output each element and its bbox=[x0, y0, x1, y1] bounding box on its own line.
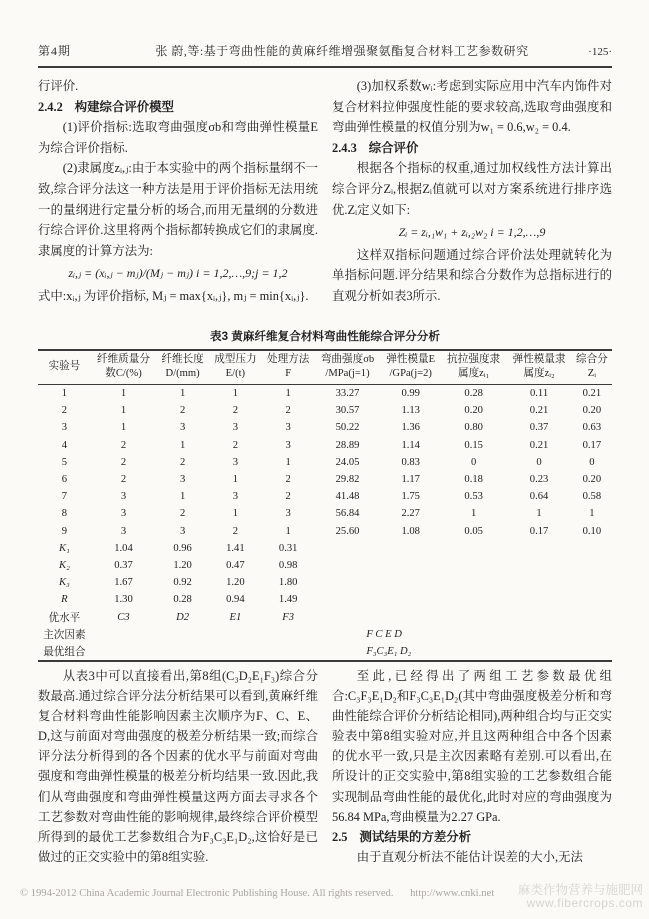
column-header: 弯曲强度σb /MPa(j=1) bbox=[315, 350, 381, 385]
table-cell: 1.20 bbox=[173, 559, 192, 571]
table-cell: 0.63 bbox=[582, 422, 602, 434]
table-cell: 1 bbox=[285, 525, 291, 537]
paragraph-table-discussion: 从表3中可以直接看出,第8组(C₃D₂E₁F₃)综合分数最高.通过综合评分法分析结果可以看到,黄麻纤维复合材料弯曲性能影响因素主次顺序为F、C、E、D,这与前面对弯曲强度的极差分析结果一致;而综合评分法分析得到的各个因素的优水平与前面对弯曲强度和弯曲弹性模量的极差分析均结果一致.因此,我们从弯曲强度和弯曲弹性模量这两方面去寻求各个工艺参数对弯曲性能的影响规律,最终综合评价模型所得到的最优工艺参数组合为F₃C₃E₁D₂,这恰好是已做过的正交实验中的第8组实验. bbox=[38, 669, 318, 864]
paragraph-weight-coefficient: (3)加权系数wᵢ:考虑到实际应用中汽车内饰件对复合材料拉伸强度性能的要求较高,选取弯曲强度和弯曲弹性模量的权值分别为w₁ = 0.6,w₂ = 0.4. bbox=[332, 79, 612, 135]
lower-left-column bbox=[38, 666, 318, 886]
table-cell bbox=[315, 608, 381, 625]
table-cell: 0.80 bbox=[464, 422, 483, 434]
table-cell: E1 bbox=[229, 611, 242, 623]
table-cell: 0.98 bbox=[278, 559, 298, 571]
table-cell: 0.10 bbox=[582, 525, 602, 537]
table-cell: 0.05 bbox=[464, 525, 483, 537]
table-cell: 3 bbox=[232, 422, 239, 434]
formula-membership: zᵢ,ⱼ = (xᵢ,ⱼ − mⱼ)/(Mⱼ − mⱼ) i = 1,2,…,9;j = 1,2 bbox=[68, 266, 288, 281]
table-cell: 28.89 bbox=[335, 439, 360, 451]
table-cell bbox=[315, 591, 381, 608]
table-cell: 3 bbox=[120, 491, 127, 503]
table-row bbox=[38, 419, 612, 436]
table-cell: 8 bbox=[61, 508, 68, 520]
table3-block bbox=[38, 328, 612, 662]
table-cell: 4 bbox=[61, 439, 68, 451]
paragraph-conclusion: 至此,已经得出了两组工艺参数最优组合:C₃F₃E₁D₂和F₃C₃E₁D₂(其中弯曲强度极差分析和弯曲性能综合评价分析结论相同),两种组合均与正交实验表中第8组实验对应,并且这两种组合中各个因素的优水平一致,只是主次因素略有差别.可以看出,在所设计的正交实验中,第8组实验的工艺参数组合能实现制品弯曲性能的最优化,此时对应的弯曲强度为56.84 MPa,弯曲模量为2.27 GPa. bbox=[332, 669, 612, 824]
table-body bbox=[38, 385, 612, 662]
stat-row bbox=[38, 608, 612, 625]
table-cell bbox=[441, 591, 506, 608]
table-cell: 0.18 bbox=[464, 474, 483, 486]
table-cell: 1.75 bbox=[401, 491, 420, 503]
table-cell bbox=[380, 540, 441, 557]
section-title: 综合评价 bbox=[368, 140, 419, 155]
column-header: 处理方法 F bbox=[262, 350, 315, 385]
table-cell: 1 bbox=[536, 508, 542, 520]
table-cell: 最优组合 bbox=[43, 646, 86, 658]
table-row bbox=[38, 454, 612, 471]
table-cell: 0 bbox=[536, 456, 542, 468]
table-cell bbox=[315, 540, 381, 557]
table-cell: F₃C₃E₁ D₂ bbox=[366, 645, 412, 657]
table-cell: 25.60 bbox=[335, 525, 360, 537]
table-cell: 1 bbox=[285, 388, 291, 400]
table-cell: R bbox=[61, 594, 68, 606]
page-number: ·125· bbox=[588, 46, 612, 58]
table-cell: 0 bbox=[589, 456, 595, 468]
table-cell: 1.04 bbox=[114, 542, 133, 554]
table-cell: 2 bbox=[232, 405, 239, 417]
table-cell: 3 bbox=[179, 525, 186, 537]
table-cell: 2 bbox=[285, 405, 291, 417]
column-header: 综合分 Zᵢ bbox=[572, 350, 612, 385]
table-cell: 3 bbox=[232, 456, 239, 468]
table-cell: 0.47 bbox=[226, 559, 245, 571]
table-cell: 3 bbox=[179, 422, 186, 434]
table-cell: 1 bbox=[120, 405, 127, 417]
table-cell: 3 bbox=[285, 422, 291, 434]
table-cell: K₃ bbox=[59, 577, 70, 589]
watermark bbox=[518, 884, 643, 910]
table-cell: 0.28 bbox=[173, 594, 192, 606]
table-cell: 1 bbox=[120, 388, 127, 400]
table-cell: 2 bbox=[120, 439, 127, 451]
table-cell bbox=[315, 557, 381, 574]
table-cell: 0.96 bbox=[173, 542, 192, 554]
column-header: 弹性模量隶 属度zᵢ₂ bbox=[506, 350, 571, 385]
table-cell: 1 bbox=[232, 388, 239, 400]
table-cell: 41.48 bbox=[335, 491, 360, 503]
column-header: 成型压力 E/(t) bbox=[209, 350, 262, 385]
cnki-url: http://www.cnki.net bbox=[410, 888, 495, 899]
table-cell: 0.21 bbox=[529, 439, 549, 451]
table-cell: 0.20 bbox=[582, 405, 602, 417]
column-header: 弹性模量E /GPa(j=2) bbox=[380, 350, 441, 385]
section-number: 2.4.2 bbox=[38, 99, 63, 114]
table-cell: 2 bbox=[232, 439, 239, 451]
table-cell: 5 bbox=[61, 456, 68, 468]
section-number: 2.5 bbox=[332, 829, 348, 844]
table-cell: C3 bbox=[117, 611, 130, 623]
table-cell: 7 bbox=[61, 491, 68, 503]
table-cell: 0.64 bbox=[529, 491, 549, 503]
table-cell: 2 bbox=[179, 405, 186, 417]
table-cell: 2 bbox=[61, 405, 68, 417]
formula-composite-score: Zᵢ = zᵢ,₁w₁ + zᵢ,₂w₂ i = 1,2,…,9 bbox=[398, 225, 546, 240]
upper-left-column bbox=[38, 76, 318, 326]
table-row bbox=[38, 488, 612, 505]
table-cell bbox=[506, 608, 571, 625]
running-title: 张 蔚,等:基于弯曲性能的黄麻纤维增强聚氨酯复合材料工艺参数研究 bbox=[155, 44, 529, 58]
table-row bbox=[38, 523, 612, 540]
table-cell bbox=[506, 591, 571, 608]
table-cell: 1.20 bbox=[226, 577, 245, 589]
footer-copyright-line bbox=[20, 888, 580, 899]
table-cell: 0.28 bbox=[464, 388, 483, 400]
span-row bbox=[38, 626, 612, 643]
table-cell: 0.20 bbox=[582, 474, 602, 486]
table3-title: 表3 黄麻纤维复合材料弯曲性能综合评分分析 bbox=[210, 330, 440, 343]
table-cell: 0.94 bbox=[226, 594, 245, 606]
table-cell: 0.21 bbox=[582, 388, 602, 400]
table-cell bbox=[380, 574, 441, 591]
table-cell: 24.05 bbox=[335, 456, 360, 468]
table-cell: 2 bbox=[179, 508, 186, 520]
table-cell: 0.11 bbox=[529, 388, 549, 400]
table-cell bbox=[441, 540, 506, 557]
table3 bbox=[38, 349, 612, 662]
table-row bbox=[38, 385, 612, 403]
table-cell: 3 bbox=[232, 491, 239, 503]
table-cell: 0.17 bbox=[582, 439, 602, 451]
table-cell: 2.27 bbox=[401, 508, 420, 520]
stat-row bbox=[38, 557, 612, 574]
table-cell: 1.14 bbox=[401, 439, 420, 451]
table-cell: F C E D bbox=[366, 628, 402, 640]
lower-right-column bbox=[332, 666, 612, 886]
table-cell: 0.21 bbox=[529, 405, 549, 417]
table-cell: 1.49 bbox=[278, 594, 298, 606]
section-title: 测试结果的方差分析 bbox=[359, 829, 472, 844]
span-row bbox=[38, 643, 612, 661]
page-header bbox=[38, 42, 612, 59]
table-cell: 3 bbox=[285, 508, 291, 520]
table-cell: 0.99 bbox=[401, 388, 420, 400]
table-cell bbox=[572, 557, 612, 574]
stat-row bbox=[38, 591, 612, 608]
upper-right-column bbox=[332, 76, 612, 326]
table-cell: 1.30 bbox=[114, 594, 133, 606]
table-cell: 56.84 bbox=[335, 508, 360, 520]
table-cell: 2 bbox=[285, 491, 291, 503]
column-header: 纤维长度 D/(mm) bbox=[156, 350, 209, 385]
table-cell: 优水平 bbox=[48, 612, 81, 624]
table-row bbox=[38, 505, 612, 522]
table-cell: 0 bbox=[471, 456, 477, 468]
table-cell: 1.08 bbox=[401, 525, 420, 537]
table-cell: 0.23 bbox=[529, 474, 549, 486]
stat-row bbox=[38, 574, 612, 591]
watermark-line1: 麻类作物营养与施肥网 bbox=[517, 883, 643, 897]
table-cell: 1 bbox=[232, 508, 239, 520]
table-cell: 主次因素 bbox=[43, 629, 86, 641]
paragraph-composite-score: 根据各个指标的权重,通过加权线性方法计算出综合评分Zᵢ,根据Zᵢ值就可以对方案系统进行排序选优.Zᵢ定义如下: bbox=[332, 161, 612, 217]
table-cell: 0.20 bbox=[464, 405, 483, 417]
table-cell: 1 bbox=[179, 388, 186, 400]
paragraph-variance-analysis: 由于直观分析法不能估计误差的大小,无法 bbox=[356, 849, 583, 864]
table-cell: 30.57 bbox=[335, 405, 360, 417]
table-cell: 0.53 bbox=[464, 491, 483, 503]
section-number: 2.4.3 bbox=[332, 140, 357, 155]
column-header: 实验号 bbox=[38, 350, 91, 385]
table-cell: 3 bbox=[179, 474, 186, 486]
section-heading-242 bbox=[38, 97, 318, 118]
table-cell: 1.67 bbox=[114, 577, 133, 589]
table-cell bbox=[506, 540, 571, 557]
watermark-line2: www.fibercrops.com bbox=[526, 896, 643, 910]
table-cell: 1 bbox=[232, 474, 239, 486]
table-cell bbox=[441, 608, 506, 625]
issue-label: 第4期 bbox=[38, 44, 72, 58]
table-cell: 1.80 bbox=[278, 577, 298, 589]
table-cell: 1 bbox=[61, 388, 68, 400]
table-cell: 3 bbox=[61, 422, 68, 434]
table-cell: 1.13 bbox=[401, 405, 420, 417]
table-cell: 2 bbox=[232, 525, 239, 537]
table-cell: F3 bbox=[282, 611, 295, 623]
table-cell bbox=[572, 591, 612, 608]
table-cell: 1 bbox=[589, 508, 595, 520]
table-row bbox=[38, 402, 612, 419]
table-cell: 2 bbox=[285, 474, 291, 486]
table-cell: D2 bbox=[176, 611, 190, 623]
table-cell: 6 bbox=[61, 474, 68, 486]
table-cell: 0.83 bbox=[401, 456, 420, 468]
table3-head bbox=[38, 350, 612, 385]
table-cell: 2 bbox=[120, 456, 127, 468]
table-cell bbox=[315, 574, 381, 591]
table-cell: 0.92 bbox=[173, 577, 192, 589]
table-cell: 2 bbox=[179, 456, 186, 468]
table-cell: 0.17 bbox=[529, 525, 549, 537]
table-cell: 29.82 bbox=[335, 474, 360, 486]
table-cell bbox=[441, 557, 506, 574]
table-cell: 0.15 bbox=[464, 439, 483, 451]
stat-row bbox=[38, 540, 612, 557]
table-cell: 1 bbox=[285, 456, 291, 468]
table-cell: 50.22 bbox=[335, 422, 360, 434]
table-cell: 0.37 bbox=[529, 422, 549, 434]
paragraph-evaluation-indicator: (1)评价指标:选取弯曲强度σb和弯曲弹性模量E为综合评价指标. bbox=[38, 120, 318, 155]
table-cell: 33.27 bbox=[335, 388, 360, 400]
table-cell: 1 bbox=[179, 491, 186, 503]
table-cell: 0.37 bbox=[114, 559, 133, 571]
table-cell bbox=[380, 557, 441, 574]
table-row bbox=[38, 437, 612, 454]
table-cell bbox=[506, 557, 571, 574]
column-header: 纤维质量分 数C/(%) bbox=[91, 350, 156, 385]
table-header-row bbox=[38, 350, 612, 385]
section-heading-243 bbox=[332, 138, 612, 159]
table-cell bbox=[380, 591, 441, 608]
table-cell bbox=[441, 574, 506, 591]
table-cell bbox=[506, 574, 571, 591]
table-cell: K₁ bbox=[59, 542, 70, 554]
lower-text-columns bbox=[38, 666, 612, 886]
table-cell: 9 bbox=[61, 525, 68, 537]
table-cell bbox=[572, 540, 612, 557]
table-cell: 1.41 bbox=[226, 542, 245, 554]
table-cell bbox=[572, 608, 612, 625]
table-cell: 3 bbox=[120, 525, 127, 537]
paragraph-single-indicator: 这样双指标问题通过综合评价法处理就转化为单指标问题.评分结果和综合分数作为总指标进行的直观分析如表3所示. bbox=[332, 247, 612, 303]
table-cell: 1 bbox=[120, 422, 127, 434]
table-cell: 1.36 bbox=[401, 422, 420, 434]
carryover-line: 行评价. bbox=[38, 79, 79, 93]
table-cell: 3 bbox=[285, 439, 291, 451]
table-cell: 0.58 bbox=[582, 491, 602, 503]
table-cell: 1 bbox=[179, 439, 186, 451]
header-rule bbox=[38, 66, 612, 68]
table-cell: 1.17 bbox=[401, 474, 420, 486]
table-row bbox=[38, 471, 612, 488]
copyright-text: © 1994-2012 China Academic Journal Electronic Publishing House. All rights reserved. bbox=[20, 888, 394, 899]
formula-note: 式中:xᵢ,ⱼ 为评价指标, Mⱼ = max{xᵢ,ⱼ}, mⱼ = min{xᵢ,ⱼ}. bbox=[38, 288, 309, 303]
table-cell bbox=[572, 574, 612, 591]
table-cell bbox=[380, 608, 441, 625]
column-header: 抗拉强度隶 属度zᵢ₁ bbox=[441, 350, 506, 385]
upper-text-columns bbox=[38, 76, 612, 326]
table-cell: 2 bbox=[120, 474, 127, 486]
table-cell: 1 bbox=[471, 508, 477, 520]
section-title: 构建综合评价模型 bbox=[74, 99, 174, 114]
section-heading-25 bbox=[332, 827, 612, 847]
paragraph-membership: (2)隶属度zᵢ,ⱼ:由于本实验中的两个指标量纲不一致,综合评分法这一种方法是用于评价指标无法用统一的量纲进行定量分析的场合,而用无量纲的分数进行综合评价.这里将两个指标都转换成它们的隶属度.隶属度的计算方法为: bbox=[38, 161, 318, 258]
table-cell: 3 bbox=[120, 508, 127, 520]
table-cell: K₂ bbox=[59, 559, 70, 571]
table-cell: 0.31 bbox=[278, 542, 298, 554]
